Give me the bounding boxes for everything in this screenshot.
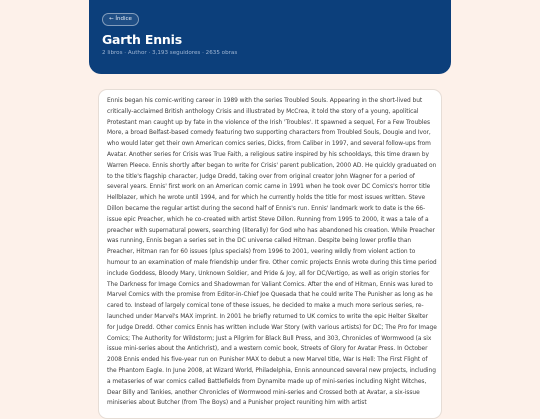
biography-text: Ennis began his comic-writing career in 1989 with the series Troubled Souls. Appearing in the short-lived but critically-acclaimed British anthology Crisis and illustrated by McCrea, it told the story of a young, apolitical Protestant man caught up by fate in the violence of the Irish 'Troubles'. It spawned a sequel, For a Few Troubles More, a broad Belfast-based comedy featuring two supporting characters from Troubled Souls, Dougie and Ivor, who would later get their own American comics series, Dicks, from Caliber in 1997, and several follow-ups from Avatar. Another series for Crisis was True Faith, a religious satire inspired by his schooldays, this time drawn by Warren Pleece. Ennis shortly after began to write for Crisis' parent publication, 2000 AD. He quickly graduated on to the title's flagship character, Judge Dredd, taking over from original creator John Wagner for a period of several years. Ennis' first work on an American comic came in 1991 when he took over DC Comics's horror title Hellblazer, which he wrote until 1994, and for which he currently holds the title for most issues written. Steve Dillon became the regular artist during the second half of Ennis's run. Ennis' landmark work to date is the 66-issue epic Preacher, which he co-created with artist Steve Dillon. Running from 1995 to 2000, it was a tale of a preacher with supernatural powers, searching (literally) for God who has abandoned his creation. While Preacher was running, Ennis began a series set in the DC universe called Hitman. Despite being lower profile than Preacher, Hitman ran for 60 issues (plus specials) from 1996 to 2001, veering wildly from violent action to humour to an examination of male friendship under fire. Other comic projects Ennis wrote during this time period include Goddess, Bloody Mary, Unknown Soldier, and Pride & Joy, all for DC/Vertigo, as well as origin stories for The Darkness for Image Comics and Shadowman for Valiant Comics. After the end of Hitman, Ennis was lured to Marvel Comics with the promise from Editor-in-Chief Joe Quesada that he could write The Punisher as long as he cared to. Instead of largely comical tone of these issues, he decided to make a much more serious series, re-launched under Marvel's MAX imprint. In 2001 he briefly returned to UK comics to write the epic Helter Skelter for Judge Dredd. Other comics Ennis has written include War Story (with various artists) for DC; The Pro for Image Comics; The Authority for Wildstorm; Just a Pilgrim for Black Bull Press, and 303, Chronicles of Wormwood (a six issue mini-series about the Antichrist), and a western comic book, Streets of Glory for Avatar Press. In October 2008 Ennis ended his five-year run on Punisher MAX to debut a new Marvel title, War Is Hell: The First Flight of the Phantom Eagle. In June 2008, at Wizard World, Philadelphia, Ennis announced several new projects, including a metaseries of war comics called Battlefields from Dynamite made up of mini-series including Night Witches, Dear Billy and Tankies, another Chronicles of Wormwood mini-series and Crossed both at Avatar, a six-issue miniseries about Butcher (from The Boys) and a Punisher project reuniting him with artist xyxy=(107,98,437,407)
back-button-label: ← Índice xyxy=(109,16,132,22)
page-title: Garth Ennis xyxy=(102,32,182,47)
back-to-index-button[interactable] xyxy=(102,13,139,26)
author-header xyxy=(89,0,451,74)
biography-card xyxy=(98,89,442,419)
author-meta: 2 libros · Author · 3,193 seguidores · 2635 obras xyxy=(102,50,238,56)
